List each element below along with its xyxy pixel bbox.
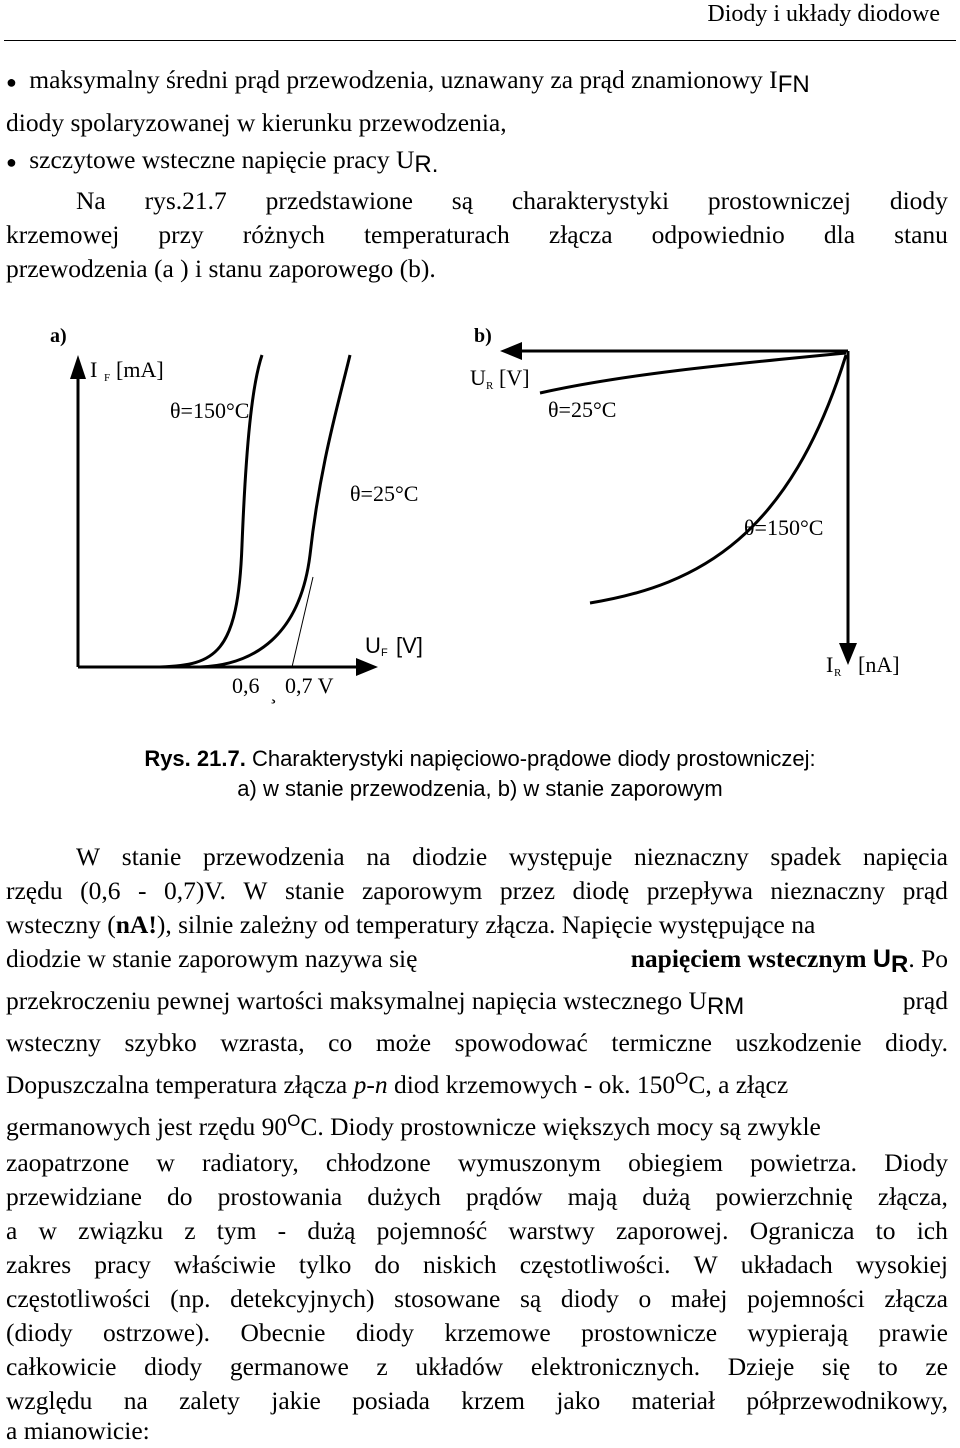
word: częstotliwości [6,1284,151,1313]
word: przepływa [646,876,753,905]
word: to [877,1352,898,1381]
word: odpowiednio [651,220,785,249]
word: przez [499,876,556,905]
panel-b-x-unit: [nA] [858,652,900,677]
word: są [451,186,474,215]
word: układów [415,1352,504,1381]
word: prąd [902,876,948,905]
bullet-sub: R. [414,151,439,178]
word: chłodzone [325,1148,431,1177]
word: tym [216,1216,257,1245]
header-rule [4,40,956,41]
word: elektronicznych. [530,1352,701,1381]
word: warstwy [508,1216,595,1245]
word: diodzie [412,842,488,871]
panel-b-x-label: I [826,652,834,677]
word: radiatory, [201,1148,299,1177]
body-text: diodzie w stanie zaporowym nazywa się [6,944,418,973]
body-text: diod krzemowych - ok. 150 [393,1070,676,1099]
bullet-item-1 [6,63,948,97]
panel-b [470,325,900,679]
panel-a-x-label: U [365,633,381,658]
word: prostowniczej [707,186,851,215]
intro-line-1 [76,184,948,218]
figure-caption [0,744,960,774]
body-line-6 [6,1026,948,1060]
body-text: . Po [908,944,948,973]
panel-a-tick-06: 0,6 [232,673,260,698]
word: złącza, [877,1182,948,1211]
body-line-14 [6,1316,948,1350]
word: diody [144,1352,203,1381]
word: złącza [884,1284,948,1313]
word: jako [556,1386,601,1415]
word: rys.21.7 [144,186,227,215]
intro-line-2 [6,218,948,252]
diode-characteristics-figure [0,315,960,725]
word: stanu [894,220,948,249]
panel-a-y-arrow-icon [70,355,86,379]
body-sup: O [287,1111,301,1130]
word: - [277,1216,287,1245]
word: o [638,1284,652,1313]
panel-b-x-sub: R [834,667,842,679]
word: detekcyjnych) [230,1284,375,1313]
body-line-10 [6,1180,948,1214]
body-sub: RM [706,993,745,1020]
word: diody. [885,1028,948,1057]
bullet-continuation: diody spolaryzowanej w kierunku przewodzenia, [6,108,507,137]
word: nieznaczny [770,876,886,905]
running-header: Diody i układy diodowe [707,1,940,27]
word: temperaturach [363,220,510,249]
word: pojemność [376,1216,488,1245]
word: Dzieje [727,1352,795,1381]
word: do [374,1250,400,1279]
body-line-8 [6,1110,948,1144]
word: zaporowym [361,876,483,905]
body-text: germanowych jest rzędu 90 [6,1112,288,1141]
body-text: C. Diody prostownicze większych mocy są zwykle [300,1112,821,1141]
panel-a-tick-07: 0,7 V [285,673,334,698]
body-sup: O [675,1069,689,1088]
word: dla [823,220,856,249]
body-line-2 [6,874,948,908]
word: uszkodzenie [735,1028,862,1057]
word: są [519,1284,542,1313]
panel-a-x-arrow-icon [356,658,378,676]
word: w [38,1216,57,1245]
word: (np. [170,1284,211,1313]
word: (0,6 [80,876,121,905]
body-line-11 [6,1214,948,1248]
word: wymuszonym [457,1148,601,1177]
word: wysokiej [855,1250,948,1279]
body-line-1 [76,840,948,874]
panel-a-curve-hot-label: θ=150°C [170,398,250,423]
body-text: prąd [902,986,948,1015]
word: co [328,1028,353,1057]
panel-a-y-label: I [90,357,98,382]
word: materiał [631,1386,716,1415]
word: rzędu [6,876,63,905]
word: spadek [770,842,842,871]
panel-b-y-sub: R [486,380,494,392]
word: zaporowej. [615,1216,729,1245]
panel-b-curve-hot [590,355,846,603]
panel-a-label: a) [50,325,67,347]
word: prawie [878,1318,948,1347]
bullet-dot: ● [6,72,17,92]
body-text: ), silnie zależny od temperatury złącza. Napięcie występujące na [156,910,816,939]
word: stosowane [394,1284,501,1313]
body-line-17: a mianowicie: [6,1416,150,1445]
word: termiczne [611,1028,712,1057]
body-text: wsteczny ( [6,910,116,939]
word: przy [158,220,204,249]
body-text: Dopuszczalna temperatura złącza [6,1070,348,1099]
word: półprzewodnikowy, [746,1386,948,1415]
word: różnych [242,220,325,249]
word: właściwie [173,1250,276,1279]
body-line-13 [6,1282,948,1316]
body-line-3 [6,908,948,942]
word: W [76,842,101,871]
word: złącza [548,220,613,249]
word: zaopatrzone [6,1148,130,1177]
word: występuje [508,842,613,871]
body-line-9 [6,1146,948,1180]
word: diodę [572,876,630,905]
word: - [138,876,147,905]
word: Na [76,186,106,215]
panel-b-x-arrow-icon [500,342,522,360]
bullet-text: maksymalny średni prąd przewodzenia, uznawany za prąd znamionowy I [29,65,778,94]
body-line-4 [6,942,948,976]
panel-b-y-label: U [470,365,486,390]
panel-b-curve-cold-label: θ=25°C [548,397,617,422]
body-line-15 [6,1350,948,1384]
body-text: przekroczeniu pewnej wartości maksymalnej napięcia wstecznego U [6,986,707,1015]
panel-b-y-arrow-icon [839,643,857,665]
word: tylko [298,1250,352,1279]
word: pracy [94,1250,151,1279]
word: z [184,1216,196,1245]
word: diody [355,1318,414,1347]
word: prostowania [217,1182,343,1211]
word: szybko [124,1028,197,1057]
body-bold-term: napięciem wstecznym [630,944,867,973]
word: spowodować [454,1028,588,1057]
word: zalety [179,1386,240,1415]
caption-number: Rys. 21.7. [144,746,246,771]
word: do [167,1182,193,1211]
word: się [821,1352,851,1381]
word: częstotliwości. [519,1250,671,1279]
bullet-text: szczytowe wsteczne napięcie pracy U [29,145,415,174]
word: germanowe [229,1352,349,1381]
word: charakterystyki [511,186,670,215]
word: związku [78,1216,164,1245]
word: dużą [642,1182,691,1211]
word: z [376,1352,388,1381]
word: 0,7)V. [164,876,226,905]
body-bold-sub: R [890,951,909,978]
word: mają [567,1182,618,1211]
word: stanie [284,876,345,905]
word: względu [6,1386,93,1415]
panel-b-curve-hot-label: θ=150°C [744,515,824,540]
word: niskich [422,1250,497,1279]
body-text: C, a złącz [688,1070,789,1099]
word: to [875,1216,896,1245]
word: powierzchnię [715,1182,853,1211]
panel-a-x-unit: [V] [396,633,423,658]
word: zakres [6,1250,72,1279]
word: przedstawione [265,186,413,215]
caption-line-2: a) w stanie przewodzenia, b) w stanie zaporowym [237,776,723,801]
word: przewodzenia [203,842,345,871]
panel-b-curve-cold [540,353,846,393]
word: wypierają [747,1318,849,1347]
word: ostrzowe). [103,1318,210,1347]
caption-line-1: Charakterystyki napięciowo-prądowe diody prostowniczej: [251,746,816,771]
panel-a [50,325,423,704]
word: dużych [367,1182,441,1211]
word: prostownicze [581,1318,718,1347]
word: diody [560,1284,619,1313]
word: ich [916,1216,948,1245]
word: obiegiem [628,1148,723,1177]
word: Ogranicza [749,1216,855,1245]
word: ze [925,1352,948,1381]
word: a [6,1216,18,1245]
word: W [693,1250,718,1279]
word: przewidziane [6,1182,142,1211]
word: całkowicie [6,1352,117,1381]
word: diody [889,186,948,215]
word: krzemowej [6,220,120,249]
word: krzemowe [444,1318,551,1347]
bullet-item-2 [6,143,948,177]
word: pojemności [747,1284,865,1313]
body-bold: nA! [115,910,157,939]
word: W [243,876,268,905]
panel-a-y-unit: [mA] [116,357,164,382]
word: dużą [307,1216,356,1245]
word: prądów [466,1182,543,1211]
word: w [156,1148,175,1177]
bullet-dot: ● [6,152,17,172]
word: (diody [6,1318,73,1347]
word: napięcia [862,842,948,871]
word: może [375,1028,432,1057]
panel-a-tick-sep: ¸ [270,682,277,704]
word: Diody [884,1148,948,1177]
bullet-sub: FN [777,71,810,98]
word: posiada [352,1386,430,1415]
body-line-16 [6,1384,948,1418]
word: jakie [271,1386,321,1415]
body-line-5 [6,984,948,1018]
word: krzem [461,1386,526,1415]
panel-b-label: b) [474,325,492,347]
panel-a-curve-cold-label: θ=25°C [350,481,419,506]
word: małej [670,1284,728,1313]
panel-b-y-unit: [V] [499,365,530,390]
word: powietrza. [750,1148,858,1177]
word: na [366,842,391,871]
body-bold-symbol: U [872,945,891,973]
intro-line-3: przewodzenia (a ) i stanu zaporowego (b). [6,254,436,283]
word: układach [740,1250,833,1279]
body-line-7 [6,1068,948,1102]
body-line-12 [6,1248,948,1282]
body-italic: p-n [353,1070,388,1099]
word: stanie [121,842,182,871]
word: Obecnie [240,1318,326,1347]
panel-a-y-sub: F [104,372,111,384]
word: nieznaczny [634,842,749,871]
word: wsteczny [6,1028,101,1057]
word: na [123,1386,148,1415]
word: wzrasta, [220,1028,305,1057]
panel-a-x-sub: F [381,647,388,659]
